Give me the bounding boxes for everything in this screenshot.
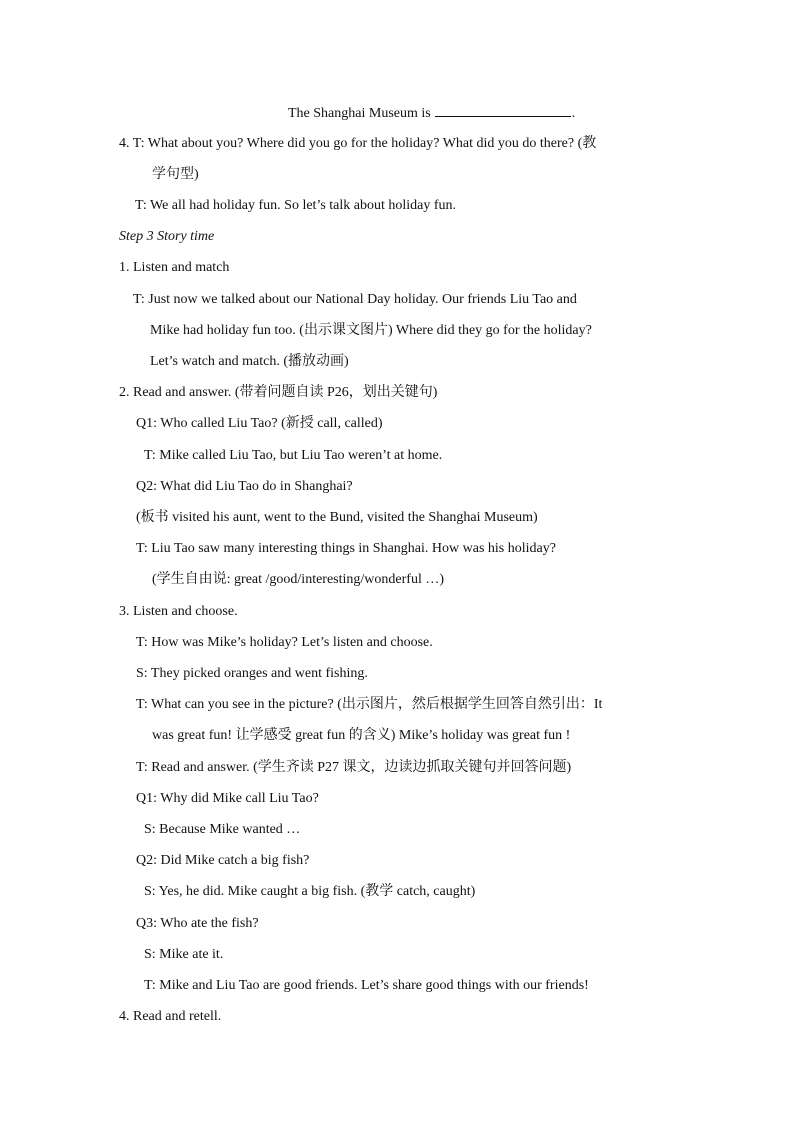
item3-listen-choose: 3. Listen and choose.	[119, 604, 238, 619]
item2-blackboard-note: (板书 visited his aunt, went to the Bund, visited the Shanghai Museum)	[136, 510, 538, 525]
item3-teacher-line2-cont: was great fun! 让学感受 great fun 的含义) Mike’s holiday was great fun !	[152, 728, 571, 743]
item3-q2-answer: S: Yes, he did. Mike caught a big fish. (教学 catch, caught)	[144, 884, 476, 899]
item3-teacher-line1: T: How was Mike’s holiday? Let’s listen and choose.	[136, 635, 433, 650]
museum-sentence-text: The Shanghai Museum is	[288, 106, 431, 121]
item3-teacher-closing: T: Mike and Liu Tao are good friends. Let’s share good things with our friends!	[144, 978, 589, 993]
item3-teacher-line3: T: Read and answer. (学生齐读 P27 课文，边读边抓取关键句并回答问题)	[136, 760, 572, 775]
step2-item4-question: 4. T: What about you? Where did you go for the holiday? What did you do there? (教	[119, 136, 597, 151]
item3-q2: Q2: Did Mike catch a big fish?	[136, 853, 310, 868]
item1-teacher-line3: Let’s watch and match. (播放动画)	[150, 354, 349, 369]
item3-q1: Q1: Why did Mike call Liu Tao?	[136, 791, 319, 806]
museum-sentence-period: .	[571, 106, 576, 121]
item2-student-answers: (学生自由说: great /good/interesting/wonderful …)	[152, 572, 444, 587]
item3-q1-answer: S: Because Mike wanted …	[144, 822, 301, 837]
museum-fill-in-sentence	[288, 103, 575, 123]
item2-teacher-line: T: Liu Tao saw many interesting things in Shanghai. How was his holiday?	[136, 541, 556, 556]
item3-q3: Q3: Who ate the fish?	[136, 916, 259, 931]
answer-blank	[435, 103, 571, 117]
item2-q1-answer: T: Mike called Liu Tao, but Liu Tao weren’t at home.	[144, 448, 443, 463]
item4-read-retell: 4. Read and retell.	[119, 1009, 222, 1024]
teacher-line-holiday-fun: T: We all had holiday fun. So let’s talk about holiday fun.	[135, 198, 457, 213]
item1-teacher-line1: T: Just now we talked about our National Day holiday. Our friends Liu Tao and	[133, 292, 577, 307]
item3-student-line1: S: They picked oranges and went fishing.	[136, 666, 368, 681]
item1-listen-match: 1. Listen and match	[119, 260, 230, 275]
item2-read-answer: 2. Read and answer. (带着问题自读 P26，划出关键句)	[119, 385, 438, 400]
item3-q3-answer: S: Mike ate it.	[144, 947, 224, 962]
item3-teacher-line2: T: What can you see in the picture? (出示图片，然后根据学生回答自然引出：It	[136, 697, 603, 712]
step2-item4-question-cont: 学句型)	[152, 167, 199, 182]
step3-heading: Step 3 Story time	[119, 229, 215, 244]
item1-teacher-line2: Mike had holiday fun too. (出示课文图片) Where did they go for the holiday?	[150, 323, 592, 338]
item2-q2: Q2: What did Liu Tao do in Shanghai?	[136, 479, 353, 494]
item2-q1: Q1: Who called Liu Tao? (新授 call, called)	[136, 416, 383, 431]
